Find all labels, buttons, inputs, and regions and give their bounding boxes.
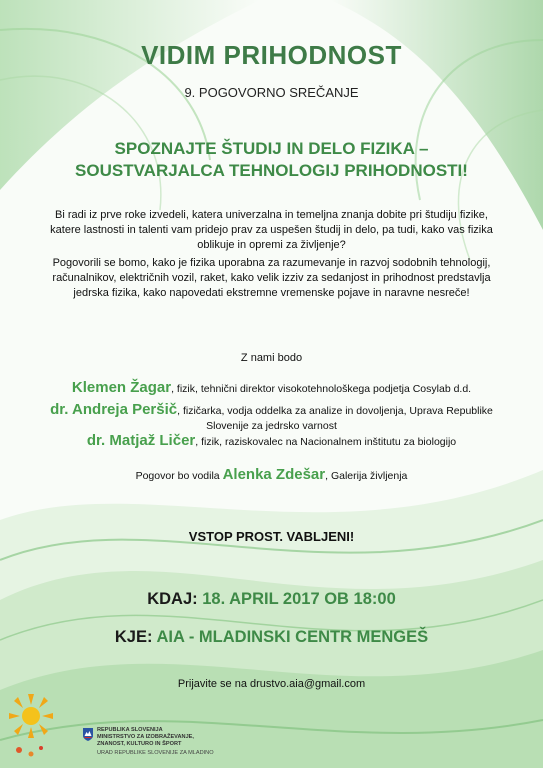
ministry-line-3: ZNANOST, KULTURO IN ŠPORT bbox=[97, 741, 182, 747]
headline-line-2: SOUSTVARJALCA TEHNOLOGIJ PRIHODNOSTI! bbox=[75, 161, 468, 180]
guest-name: dr. Andreja Peršič bbox=[50, 401, 178, 418]
topic-paragraph: Pogovorili se bomo, kako je fizika uporabna za razumevanje in razvoj sodobnih tehnologij, računalnikov, električnih vozil, raket, kako velik izziv za sedanjost in prihodnost predstavlja jedrska fizika, kako napovedati ekstremne vremenske pojave in naravne nesreče! bbox=[52, 257, 491, 299]
registration-text: Prijavite se na drustvo.aia@gmail.com bbox=[177, 678, 366, 690]
ministry-line-1: REPUBLIKA SLOVENIJA bbox=[97, 727, 163, 733]
event-date bbox=[0, 590, 543, 609]
guest-desc: , fizik, raziskovalec na Nacionalnem inštitutu za biologijo bbox=[195, 436, 457, 448]
guest-name: Klemen Žagar bbox=[71, 379, 172, 396]
guest-item bbox=[10, 380, 533, 397]
guests-intro: Z nami bodo bbox=[240, 352, 303, 364]
guest-desc: , fizik, tehnični direktor visokotehnološkega podjetja Cosylab d.d. bbox=[171, 383, 472, 395]
ministry-logo bbox=[97, 727, 214, 757]
slovenia-crest-icon bbox=[83, 728, 93, 741]
admission-text: VSTOP PROST. VABLJENI! bbox=[188, 529, 355, 544]
moderator-prefix: Pogovor bo vodila bbox=[135, 470, 223, 482]
poster-subtitle: 9. POGOVORNO SREČANJE bbox=[184, 85, 359, 100]
sun-logo-icon bbox=[5, 690, 60, 760]
moderator-name: Alenka Zdešar bbox=[222, 466, 326, 483]
ministry-line-4: URAD REPUBLIKE SLOVENIJE ZA MLADINO bbox=[97, 750, 214, 756]
headline bbox=[0, 138, 543, 182]
guest-name: dr. Matjaž Ličer bbox=[86, 432, 196, 449]
moderator bbox=[10, 467, 533, 484]
poster-title: VIDIM PRIHODNOST bbox=[141, 40, 402, 70]
location-label: KJE: bbox=[114, 628, 153, 646]
location-value: AIA - MLADINSKI CENTR MENGEŠ bbox=[156, 628, 429, 646]
headline-line-1: SPOZNAJTE ŠTUDIJ IN DELO FIZIKA – bbox=[114, 139, 429, 158]
guest-item bbox=[40, 402, 503, 434]
date-label: KDAJ: bbox=[147, 590, 198, 608]
intro-paragraph: Bi radi iz prve roke izvedeli, katera univerzalna in temeljna znanja dobite pri študiju fizike, katere lastnosti in talenti vam pridejo prav za uspešen študij in delo, pa tudi, kako vas fizika oblikuje in opremi za življenje? bbox=[50, 209, 493, 251]
guest-desc: , fizičarka, vodja oddelka za analize in dovoljenja, Uprava Republike Slovenije za jedrsko varnost bbox=[177, 405, 493, 432]
event-location bbox=[0, 628, 543, 647]
moderator-org: , Galerija življenja bbox=[325, 470, 408, 482]
date-value: 18. APRIL 2017 OB 18:00 bbox=[202, 590, 396, 608]
ministry-line-2: MINISTRSTVO ZA IZOBRAŽEVANJE, bbox=[97, 734, 194, 740]
guest-item bbox=[10, 433, 533, 450]
